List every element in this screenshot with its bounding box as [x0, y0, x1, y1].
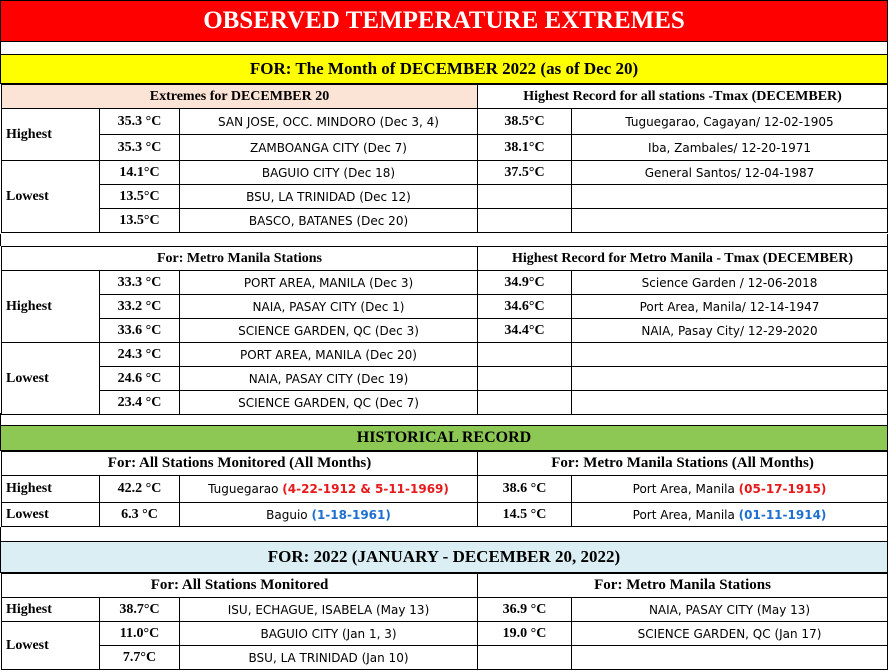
record-station: Port Area, Manila/ 12-14-1947 — [572, 295, 888, 319]
station-name: BASCO, BATANES (Dec 20) — [180, 209, 478, 233]
temp-value: 33.6 °C — [100, 319, 180, 343]
empty-cell — [478, 185, 572, 209]
table-row — [2, 319, 888, 343]
temp-value: 36.9 °C — [478, 598, 572, 622]
table-row — [2, 135, 888, 161]
empty-cell — [572, 367, 888, 391]
highest-label: Highest — [2, 476, 100, 503]
record-value: 37.5°C — [478, 161, 572, 185]
table-row — [2, 209, 888, 233]
metro-manila-header: For: Metro Manila Stations — [2, 247, 478, 271]
temp-value: 23.4 °C — [100, 391, 180, 415]
station-label: Tuguegarao — [208, 482, 279, 496]
historical-band-label: HISTORICAL RECORD — [356, 429, 532, 446]
station-name: SCIENCE GARDEN, QC (Jan 17) — [572, 622, 888, 646]
station-label: Baguio — [266, 507, 308, 522]
station-name: SCIENCE GARDEN, QC (Dec 7) — [180, 391, 478, 415]
station-name: BSU, LA TRINIDAD (Dec 12) — [180, 185, 478, 209]
station-name: BAGUIO CITY (Dec 18) — [180, 161, 478, 185]
temp-value: 7.7°C — [100, 646, 180, 670]
all-stations-record-header: Highest Record for all stations -Tmax (DECEMBER) — [478, 85, 888, 109]
record-value: 38.5°C — [478, 109, 572, 135]
empty-cell — [572, 391, 888, 415]
station-name — [180, 476, 478, 503]
record-date: (01-11-1914) — [738, 507, 827, 522]
station-name: NAIA, PASAY CITY (Dec 1) — [180, 295, 478, 319]
metro-manila-december-table — [1, 246, 888, 415]
month-band-label: FOR: The Month of DECEMBER 2022 (as of Dec 20) — [249, 59, 639, 78]
temp-value: 19.0 °C — [478, 622, 572, 646]
table-row — [2, 295, 888, 319]
table-row — [2, 343, 888, 367]
record-value: 34.9°C — [478, 271, 572, 295]
station-name: NAIA, PASAY CITY (May 13) — [572, 598, 888, 622]
temp-value: 35.3 °C — [100, 135, 180, 161]
table-row — [2, 476, 888, 503]
empty-cell — [478, 209, 572, 233]
spacer — [0, 413, 888, 425]
lowest-label: Lowest — [2, 343, 100, 415]
table-row — [2, 646, 888, 670]
highest-label: Highest — [2, 271, 100, 343]
station-name: BAGUIO CITY (Jan 1, 3) — [180, 622, 478, 646]
temp-value: 42.2 °C — [100, 476, 180, 503]
record-value: 34.6°C — [478, 295, 572, 319]
lowest-label: Lowest — [2, 161, 100, 233]
spacer — [0, 234, 888, 246]
record-date: (4-22-1912 & 5-11-1969) — [282, 482, 449, 496]
temp-value: 24.3 °C — [100, 343, 180, 367]
record-date: (1-18-1961) — [311, 507, 391, 522]
year-all-stations-header: For: All Stations Monitored — [2, 574, 478, 598]
highest-label: Highest — [2, 598, 100, 622]
empty-cell — [572, 209, 888, 233]
empty-cell — [478, 367, 572, 391]
station-name: NAIA, PASAY CITY (Dec 19) — [180, 367, 478, 391]
temp-value: 24.6 °C — [100, 367, 180, 391]
historical-record-table — [1, 451, 888, 527]
empty-cell — [478, 646, 572, 670]
station-name: PORT AREA, MANILA (Dec 3) — [180, 271, 478, 295]
record-station: Tuguegarao, Cagayan/ 12-02-1905 — [572, 109, 888, 135]
table-header-row — [2, 85, 888, 109]
temp-value: 13.5°C — [100, 209, 180, 233]
metro-manila-record-header: Highest Record for Metro Manila - Tmax (DECEMBER) — [478, 247, 888, 271]
lowest-label: Lowest — [2, 503, 100, 527]
table-row — [2, 185, 888, 209]
record-station: Iba, Zambales/ 12-20-1971 — [572, 135, 888, 161]
spacer — [0, 527, 888, 541]
table-header-row — [2, 452, 888, 476]
table-row — [2, 271, 888, 295]
table-row — [2, 503, 888, 527]
record-value: 34.4°C — [478, 319, 572, 343]
table-row — [2, 161, 888, 185]
month-band — [0, 54, 888, 84]
lowest-label: Lowest — [2, 622, 100, 670]
page-title: OBSERVED TEMPERATURE EXTREMES — [0, 0, 888, 42]
temp-value: 38.6 °C — [478, 476, 572, 503]
record-value: 38.1°C — [478, 135, 572, 161]
record-station: NAIA, Pasay City/ 12-29-2020 — [572, 319, 888, 343]
station-name: BSU, LA TRINIDAD (Jan 10) — [180, 646, 478, 670]
station-name — [572, 503, 888, 527]
temp-value: 6.3 °C — [100, 503, 180, 527]
table-row — [2, 622, 888, 646]
station-name: ISU, ECHAGUE, ISABELA (May 13) — [180, 598, 478, 622]
table-row — [2, 598, 888, 622]
empty-cell — [478, 391, 572, 415]
table-row — [2, 109, 888, 135]
station-name: PORT AREA, MANILA (Dec 20) — [180, 343, 478, 367]
temp-value: 11.0°C — [100, 622, 180, 646]
empty-cell — [572, 343, 888, 367]
all-stations-all-months-header: For: All Stations Monitored (All Months) — [2, 452, 478, 476]
table-header-row — [2, 247, 888, 271]
table-row — [2, 391, 888, 415]
highest-label: Highest — [2, 109, 100, 161]
station-name — [180, 503, 478, 527]
year-metro-manila-header: For: Metro Manila Stations — [478, 574, 888, 598]
metro-manila-all-months-header: For: Metro Manila Stations (All Months) — [478, 452, 888, 476]
temp-value: 13.5°C — [100, 185, 180, 209]
spacer — [0, 42, 888, 54]
temp-value: 35.3 °C — [100, 109, 180, 135]
empty-cell — [572, 185, 888, 209]
table-row — [2, 367, 888, 391]
temp-value: 14.5 °C — [478, 503, 572, 527]
station-name: SCIENCE GARDEN, QC (Dec 3) — [180, 319, 478, 343]
station-name — [572, 476, 888, 503]
temp-value: 14.1°C — [100, 161, 180, 185]
station-label: Port Area, Manila — [632, 507, 735, 522]
temp-value: 33.2 °C — [100, 295, 180, 319]
table-header-row — [2, 574, 888, 598]
record-station: Science Garden / 12-06-2018 — [572, 271, 888, 295]
historical-band — [0, 425, 888, 451]
temp-value: 38.7°C — [100, 598, 180, 622]
empty-cell — [478, 343, 572, 367]
temp-value: 33.3 °C — [100, 271, 180, 295]
record-date: (05-17-1915) — [738, 482, 827, 496]
empty-cell — [572, 646, 888, 670]
year-band-label: FOR: 2022 (JANUARY - DECEMBER 20, 2022) — [267, 547, 621, 566]
record-station: General Santos/ 12-04-1987 — [572, 161, 888, 185]
station-name: SAN JOSE, OCC. MINDORO (Dec 3, 4) — [180, 109, 478, 135]
december-20-extremes-table — [1, 84, 888, 233]
station-label: Port Area, Manila — [632, 482, 735, 496]
year-2022-table — [1, 573, 888, 670]
station-name: ZAMBOANGA CITY (Dec 7) — [180, 135, 478, 161]
dec20-header: Extremes for DECEMBER 20 — [2, 85, 478, 109]
year-band — [0, 541, 888, 573]
